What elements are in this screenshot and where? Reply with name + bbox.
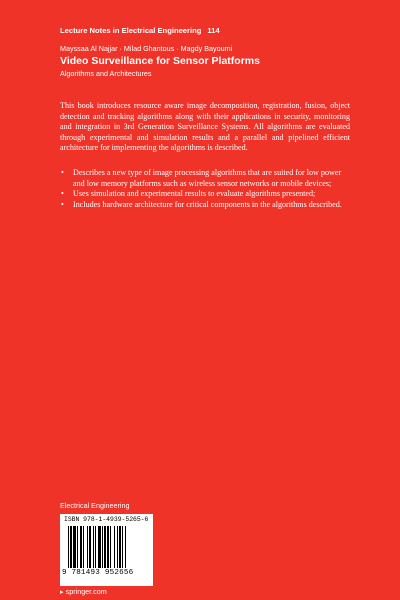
publisher-url: springer.com (65, 587, 107, 596)
book-description: This book introduces resource aware image decomposition, registration, fusion, object detection and tracking algorithms along with their applications in security, monitoring and integration in 3rd Generation Surveillance Systems. All algorithms are evaluated through experimental and simulation results and a parallel and pipelined efficient architecture for implementing the algorithms is described. (60, 101, 350, 153)
feature-list (60, 168, 350, 210)
authors: Mayssaa Al Najjar · Milad Ghantous · Magdy Bayoumi (60, 44, 233, 53)
book-subtitle: Algorithms and Architectures (60, 69, 152, 78)
arrow-icon: ▸ (60, 587, 64, 596)
series-title: Lecture Notes in Electrical Engineering (60, 26, 202, 35)
publisher-link[interactable] (60, 587, 107, 596)
series-number: 114 (207, 26, 220, 35)
series-name (60, 26, 220, 35)
book-title: Video Surveillance for Sensor Platforms (60, 55, 260, 67)
isbn-text: ISBN 978-1-4939-5265-6 (64, 516, 149, 523)
feature-item: • Describes a new type of image processing algorithms that are suited for low power and low memory platforms such as wireless sensor networks or mobile devices; (60, 168, 350, 189)
feature-item: • Includes hardware architecture for critical components in the algorithms described. (60, 200, 350, 211)
barcode-number: 9 781493 952656 (62, 569, 134, 577)
discipline-label: Electrical Engineering (60, 501, 130, 510)
feature-item: • Uses simulation and experimental results to evaluate algorithms presented; (60, 189, 350, 200)
barcode-panel (60, 514, 153, 586)
barcode-icon (68, 526, 148, 568)
